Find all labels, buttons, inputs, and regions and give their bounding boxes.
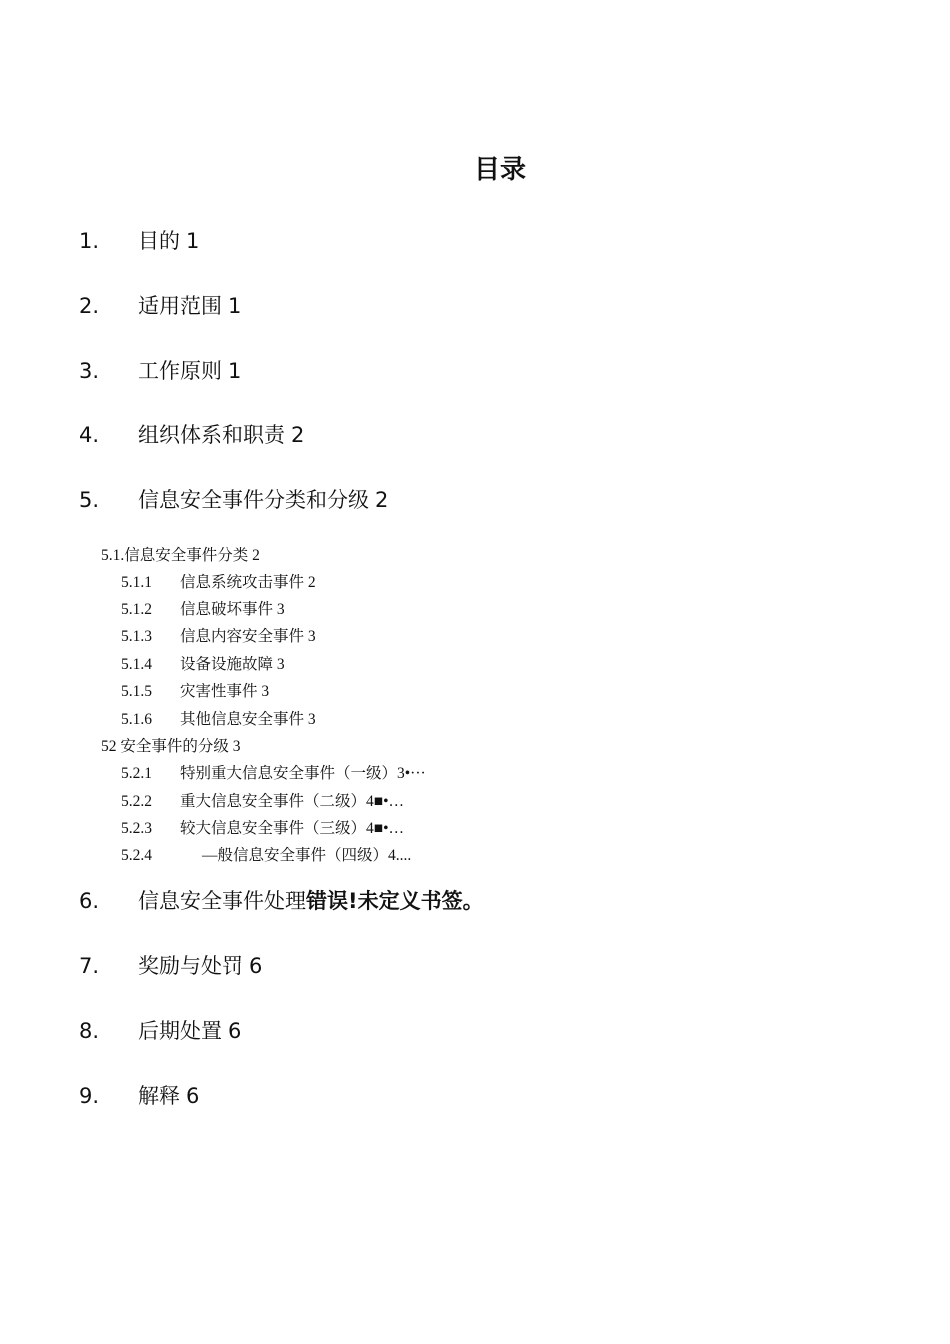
toc-subsection[interactable]: [121, 816, 404, 842]
toc-subsection[interactable]: [121, 624, 316, 650]
toc-subsection[interactable]: [121, 652, 285, 678]
toc-entry-page: 1: [228, 359, 242, 383]
toc-section-text: 52 安全事件的分级 3: [101, 738, 241, 755]
toc-entry-page: 6: [228, 1019, 242, 1043]
toc-entry-rewards[interactable]: [79, 948, 262, 984]
toc-subsection[interactable]: [121, 789, 404, 815]
toc-entry-text: 解释: [138, 1084, 180, 1108]
toc-entry-page: 2: [375, 488, 389, 512]
toc-subsection[interactable]: [121, 707, 316, 733]
toc-entry-purpose[interactable]: [79, 223, 199, 259]
toc-subsection-text: 其他信息安全事件 3: [180, 711, 316, 728]
toc-subsection-text: —般信息安全事件（四级）4....: [202, 847, 412, 864]
toc-subsection[interactable]: [121, 761, 426, 787]
toc-entry-number: 2.: [79, 294, 100, 318]
toc-title: 目录: [473, 155, 526, 185]
toc-subsection-number: 5.1.2: [121, 601, 152, 618]
toc-subsection-number: 5.2.2: [121, 793, 152, 810]
toc-entry-principles[interactable]: [79, 353, 241, 389]
toc-entry-text: 后期处置: [138, 1019, 222, 1043]
toc-entry-text: 工作原则: [138, 359, 222, 383]
toc-entry-number: 5.: [79, 488, 100, 512]
toc-entry-number: 8.: [79, 1019, 100, 1043]
toc-subsection[interactable]: [121, 679, 269, 705]
toc-entry-number: 9.: [79, 1084, 100, 1108]
toc-entry-page: 6: [186, 1084, 200, 1108]
toc-entry-text: 组织体系和职责: [138, 423, 285, 447]
toc-entry-number: 1.: [79, 229, 100, 253]
toc-section-grading[interactable]: [101, 734, 241, 760]
toc-subsection-number: 5.2.4: [121, 847, 152, 864]
toc-subsection-text: 重大信息安全事件（二级）4■•…: [180, 793, 405, 810]
toc-entry-number: 4.: [79, 423, 100, 447]
toc-subsection[interactable]: [121, 843, 411, 869]
toc-subsection-number: 5.2.1: [121, 765, 152, 782]
toc-entry-text: 信息安全事件分类和分级: [138, 488, 369, 512]
toc-entry-page: 1: [186, 229, 200, 253]
toc-subsection-text: 灾害性事件 3: [180, 683, 270, 700]
toc-subsection-text: 信息内容安全事件 3: [180, 628, 316, 645]
toc-entry-number: 7.: [79, 954, 100, 978]
toc-section-classification[interactable]: [101, 543, 260, 569]
toc-subsection[interactable]: [121, 597, 285, 623]
toc-entry-error-text: 错误!未定义书签。: [306, 889, 484, 913]
toc-subsection-number: 5.1.1: [121, 574, 152, 591]
toc-entry-interpretation[interactable]: [79, 1078, 199, 1114]
toc-entry-aftermath[interactable]: [79, 1013, 241, 1049]
toc-subsection-text: 信息破坏事件 3: [180, 601, 285, 618]
toc-entry-text: 信息安全事件处理: [138, 889, 306, 913]
toc-subsection-text: 信息系统攻击事件 2: [180, 574, 316, 591]
toc-subsection-number: 5.1.3: [121, 628, 152, 645]
toc-entry-number: 3.: [79, 359, 100, 383]
toc-entry-text: 目的: [138, 229, 180, 253]
toc-subsection-number: 5.1.5: [121, 683, 152, 700]
toc-entry-organization[interactable]: [79, 417, 304, 453]
toc-entry-number: 6.: [79, 889, 100, 913]
toc-entry-text: 奖励与处罚: [138, 954, 243, 978]
toc-subsection-text: 设备设施故障 3: [180, 656, 285, 673]
toc-subsection-number: 5.1.6: [121, 711, 152, 728]
toc-subsection-number: 5.2.3: [121, 820, 152, 837]
toc-entry-handling[interactable]: [79, 883, 484, 919]
toc-entry-text: 适用范围: [138, 294, 222, 318]
toc-subsection-number: 5.1.4: [121, 656, 152, 673]
toc-section-text: 5.1.信息安全事件分类 2: [101, 547, 260, 564]
toc-subsection-text: 较大信息安全事件（三级）4■•…: [180, 820, 405, 837]
toc-subsection-text: 特别重大信息安全事件（一级）3•···: [180, 765, 426, 782]
toc-entry-page: 6: [249, 954, 263, 978]
toc-entry-classification[interactable]: [79, 482, 388, 518]
toc-entry-page: 1: [228, 294, 242, 318]
toc-entry-scope[interactable]: [79, 288, 241, 324]
toc-entry-page: 2: [291, 423, 305, 447]
toc-subsection[interactable]: [121, 570, 316, 596]
